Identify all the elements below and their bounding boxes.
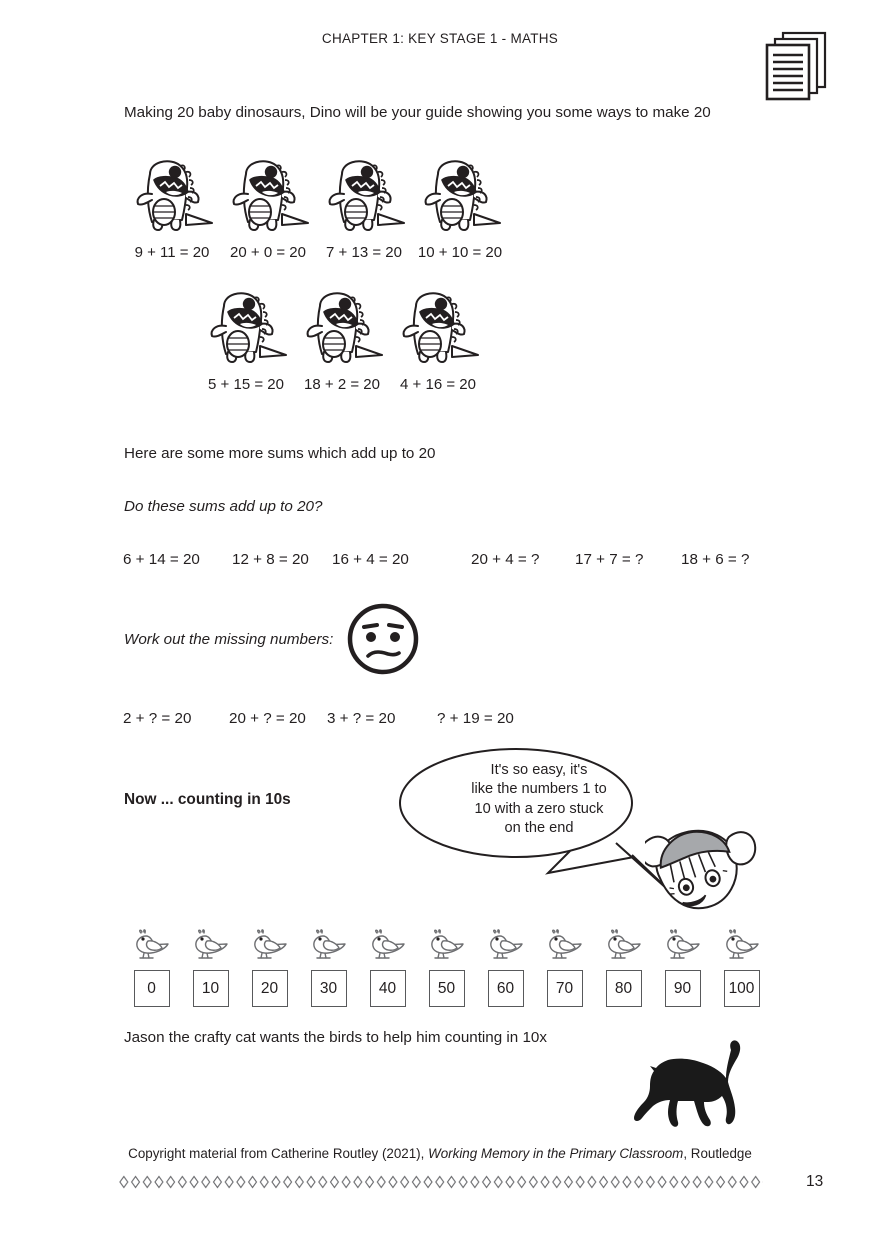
missing-numbers-prompt: Work out the missing numbers: — [124, 631, 334, 648]
number-box[interactable]: 60 — [488, 970, 524, 1007]
dinosaur-icon — [316, 152, 412, 242]
bird-icon — [427, 928, 467, 964]
dinosaur-icon — [220, 152, 316, 242]
bird-icon — [545, 928, 585, 964]
dino-item — [294, 284, 390, 393]
count-cell — [712, 928, 771, 1007]
footer-copyright — [0, 1146, 880, 1161]
dino-row-2 — [198, 284, 486, 393]
dino-row-1 — [124, 152, 508, 261]
sum-expression: 6 + 14 = 20 — [123, 551, 200, 568]
speech-line: It's so easy, it's — [490, 762, 588, 778]
dinosaur-icon — [294, 284, 390, 374]
count-cell — [594, 928, 653, 1007]
dino-item — [198, 284, 294, 393]
number-box[interactable]: 50 — [429, 970, 465, 1007]
dino-sum-label: 9 + 11 = 20 — [134, 244, 210, 261]
count-cell — [358, 928, 417, 1007]
number-box[interactable]: 30 — [311, 970, 347, 1007]
dinosaur-icon — [412, 152, 508, 242]
bird-icon — [132, 928, 172, 964]
bird-icon — [486, 928, 526, 964]
number-box[interactable]: 40 — [370, 970, 406, 1007]
count-cell — [181, 928, 240, 1007]
more-sums-heading: Here are some more sums which add up to 20 — [124, 445, 436, 462]
count-cell — [299, 928, 358, 1007]
count-cell — [476, 928, 535, 1007]
dinosaur-icon — [390, 284, 486, 374]
sum-expression: 20 + 4 = ? — [471, 551, 540, 568]
dino-item — [390, 284, 486, 393]
sum-expression: 18 + 6 = ? — [681, 551, 750, 568]
dino-item — [412, 152, 508, 261]
documents-stack-icon — [757, 25, 837, 105]
dino-sum-label: 5 + 15 = 20 — [208, 376, 284, 393]
bird-icon — [604, 928, 644, 964]
missing-number-expression: 3 + ? = 20 — [327, 710, 396, 727]
speech-line: 10 with a zero stuck — [474, 800, 604, 817]
sum-expression: 16 + 4 = 20 — [332, 551, 409, 568]
bird-icon — [368, 928, 408, 964]
black-cat-icon — [618, 1038, 778, 1133]
girl-head-icon — [645, 820, 767, 928]
speech-line: like the numbers 1 to — [471, 781, 607, 798]
dino-sum-label: 18 + 2 = 20 — [304, 376, 380, 393]
copyright-prefix: Copyright material from Catherine Routley (2021), — [128, 1146, 429, 1161]
missing-number-expression: ? + 19 = 20 — [437, 710, 514, 727]
count-cell — [240, 928, 299, 1007]
page-number: 13 — [806, 1173, 824, 1190]
bird-icon — [191, 928, 231, 964]
sum-expression: 17 + 7 = ? — [575, 551, 644, 568]
number-box[interactable]: 10 — [193, 970, 229, 1007]
dino-item — [124, 152, 220, 261]
speech-bubble-text — [454, 761, 624, 838]
intro-text: Making 20 baby dinosaurs, Dino will be your guide showing you some ways to make 20 — [124, 104, 711, 121]
confused-face-icon — [346, 602, 420, 676]
dino-sum-label: 10 + 10 = 20 — [417, 244, 503, 261]
dino-sum-label: 7 + 13 = 20 — [326, 244, 402, 261]
bird-icon — [663, 928, 703, 964]
dino-sum-label: 20 + 0 = 20 — [230, 244, 306, 261]
number-box[interactable]: 80 — [606, 970, 642, 1007]
count-cell — [535, 928, 594, 1007]
do-these-sums-question: Do these sums add up to 20? — [124, 498, 323, 515]
dino-item — [316, 152, 412, 261]
dinosaur-icon — [124, 152, 220, 242]
cat-line-text: Jason the crafty cat wants the birds to help him counting in 10x — [124, 1029, 547, 1046]
book-title: Working Memory in the Primary Classroom — [428, 1146, 684, 1161]
count-cell — [417, 928, 476, 1007]
dinosaur-icon — [198, 284, 294, 374]
counting-heading: Now ... counting in 10s — [124, 791, 291, 808]
sum-expression: 12 + 8 = 20 — [232, 551, 309, 568]
count-cell — [653, 928, 712, 1007]
bird-icon — [250, 928, 290, 964]
speech-line: on the end — [504, 819, 574, 836]
number-box[interactable]: 0 — [134, 970, 170, 1007]
dino-sum-label: 4 + 16 = 20 — [400, 376, 476, 393]
bird-icon — [722, 928, 762, 964]
number-box[interactable]: 70 — [547, 970, 583, 1007]
number-box[interactable]: 20 — [252, 970, 288, 1007]
count-cell — [122, 928, 181, 1007]
missing-number-expression: 20 + ? = 20 — [229, 710, 306, 727]
copyright-suffix: , Routledge — [683, 1146, 752, 1161]
counting-strip — [122, 928, 771, 1007]
number-box[interactable]: 100 — [724, 970, 760, 1007]
dino-item — [220, 152, 316, 261]
missing-number-expression: 2 + ? = 20 — [123, 710, 192, 727]
diamond-rule-divider — [118, 1174, 763, 1190]
bird-icon — [309, 928, 349, 964]
number-box[interactable]: 90 — [665, 970, 701, 1007]
chapter-header: CHAPTER 1: KEY STAGE 1 - MATHS — [321, 31, 559, 46]
